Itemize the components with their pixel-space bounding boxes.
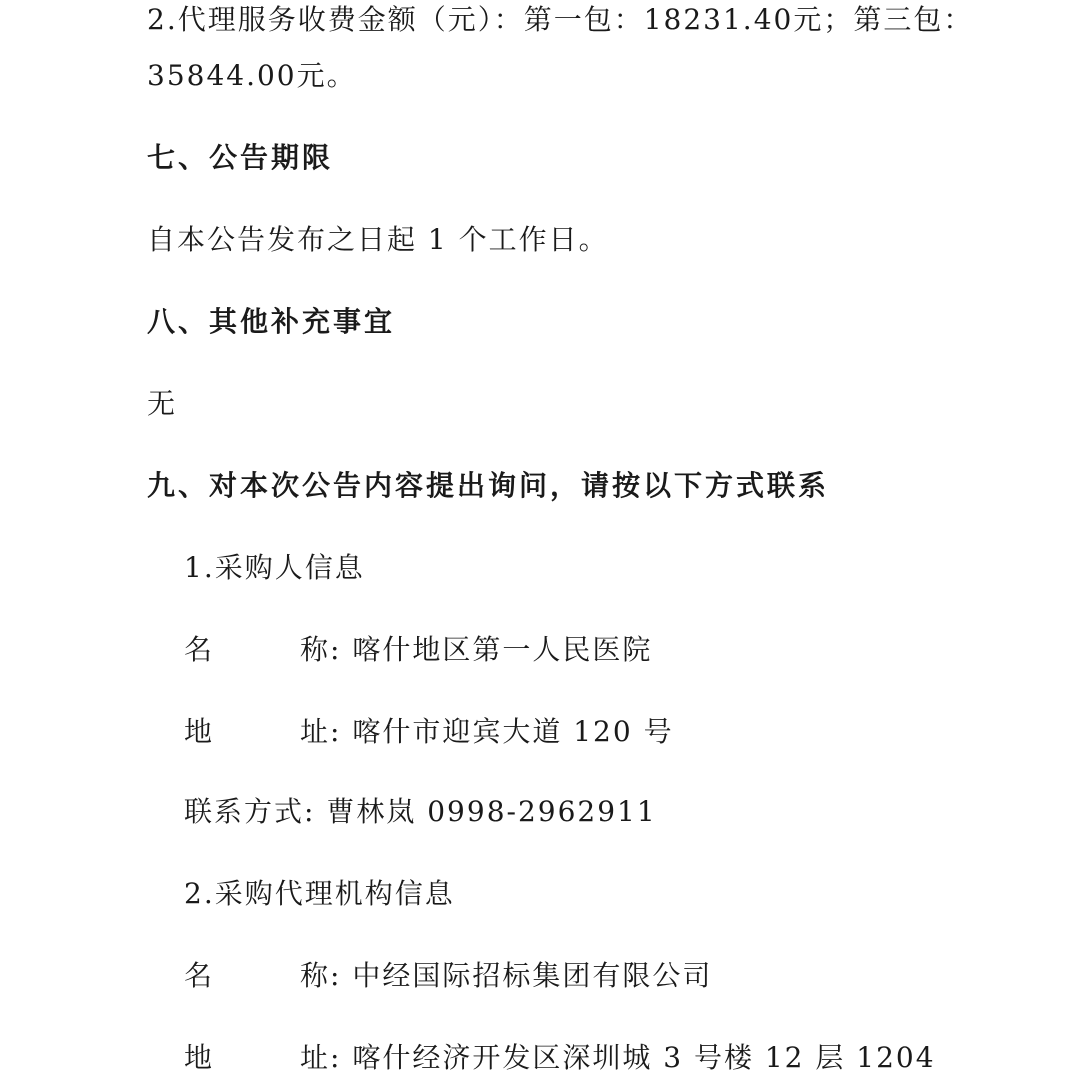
agency-name-label-b: 称:: [300, 959, 342, 992]
section-7-body: 自本公告发布之日起 1 个工作日。: [147, 223, 609, 256]
section-9-heading: 九、对本次公告内容提出询问，请按以下方式联系: [147, 469, 830, 502]
purchaser-address-label-a: 地: [184, 715, 215, 748]
purchaser-contact-label: 联系方式:: [184, 795, 316, 828]
purchaser-address-row: [184, 712, 674, 752]
agency-name-label-a: 名: [184, 959, 215, 992]
purchaser-name-row: [184, 630, 652, 670]
agency-address-label-b: 址:: [300, 1041, 342, 1074]
purchaser-contact-value: 曹林岚 0998-2962911: [326, 795, 657, 828]
purchaser-info-title: 1.采购人信息: [184, 551, 365, 584]
purchaser-address-label-b: 址:: [300, 715, 342, 748]
purchaser-address-value: 喀什市迎宾大道 120 号: [352, 715, 674, 748]
agency-name-row: [184, 956, 712, 996]
agency-address-value: 喀什经济开发区深圳城 3 号楼 12 层 1204: [352, 1041, 936, 1074]
section-8-body: 无: [147, 387, 178, 420]
agency-address-row: [184, 1038, 936, 1078]
section-7-heading: 七、公告期限: [147, 141, 334, 174]
purchaser-name-label-a: 名: [184, 633, 215, 666]
agency-name-value: 中经国际招标集团有限公司: [352, 959, 713, 992]
agency-address-label-a: 地: [184, 1041, 215, 1074]
purchaser-name-value: 喀什地区第一人民医院: [352, 633, 653, 666]
agency-info-title: 2.采购代理机构信息: [184, 877, 455, 910]
fee-amount-line-2: 35844.00元。: [147, 59, 357, 92]
purchaser-contact-row: [184, 792, 657, 832]
purchaser-name-label-b: 称:: [300, 633, 342, 666]
section-8-heading: 八、其他补充事宜: [147, 305, 396, 338]
fee-amount-line-1: 2.代理服务收费金额（元）：第一包：18231.40元；第三包：: [147, 3, 974, 36]
